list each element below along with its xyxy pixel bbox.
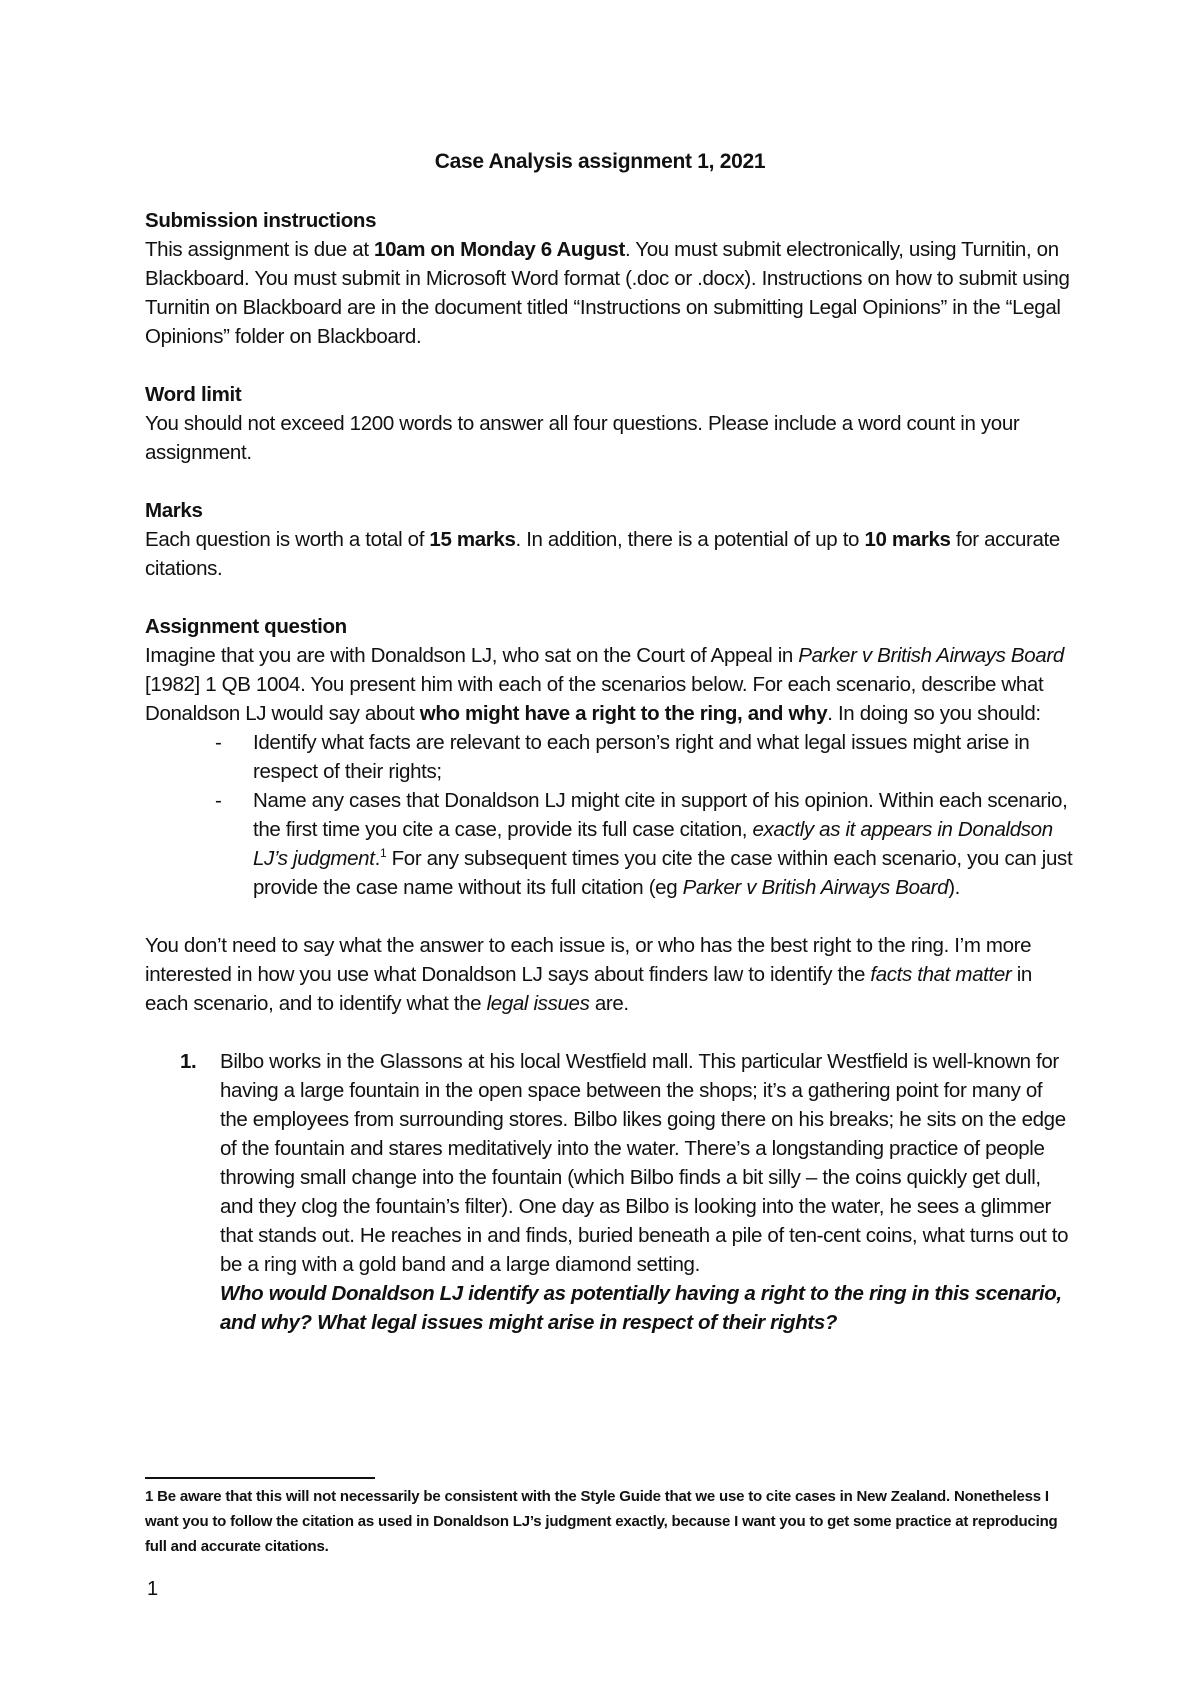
instruction-item	[253, 786, 1075, 902]
instruction-item: - Identify what facts are relevant to each person’s right and what legal issues might arise in respect of their rights;	[253, 728, 1075, 786]
note-text-c: are.	[589, 992, 629, 1015]
scenario-list	[145, 1047, 1075, 1337]
assignment-text-a: Imagine that you are with Donaldson LJ, who sat on the Court of Appeal in	[145, 644, 799, 667]
word-limit-heading: Word limit	[145, 383, 242, 406]
submission-text-a: This assignment is due at	[145, 238, 375, 261]
marks-heading: Marks	[145, 499, 203, 522]
assignment-heading: Assignment question	[145, 615, 347, 638]
marks-paragraph	[145, 525, 1075, 583]
note-text-b: in each scenario, and to identify what the	[145, 963, 1032, 1015]
marks-citations: 10 marks	[864, 528, 951, 551]
bullet2-text-d: ).	[948, 876, 961, 899]
assignment-key-question: who might have a right to the ring, and why	[419, 702, 828, 725]
assignment-text-c: . In doing so you should:	[827, 702, 1041, 725]
marks-text-a: Each question is worth a total of	[145, 528, 430, 551]
submission-heading: Submission instructions	[145, 209, 377, 232]
instruction-list	[145, 728, 1075, 902]
note-paragraph	[145, 931, 1075, 1018]
assignment-text-b: [1982] 1 QB 1004. You present him with each of the scenarios below. For each scenario, describe what Donaldson LJ would say about	[145, 673, 1044, 725]
marks-text-d: for accurate citations.	[145, 528, 1060, 580]
document-body	[145, 206, 1075, 1337]
note-emphasis-issues: legal issues	[486, 992, 590, 1015]
scenario-item	[180, 1047, 1075, 1337]
page-number: 1	[147, 1578, 159, 1600]
submission-paragraph	[145, 235, 1075, 351]
scenario-question: Who would Donaldson LJ identify as potentially having a right to the ring in this scenario, and why? What legal issues might arise in respect of their rights?	[220, 1282, 1062, 1334]
document-title: Case Analysis assignment 1, 2021	[434, 150, 766, 173]
marks-per-question: 15 marks	[429, 528, 516, 551]
footnote-reference: 1	[379, 846, 387, 861]
scenario-number: 1.	[180, 1050, 197, 1073]
bullet2-text-a: Name any cases that Donaldson LJ might cite in support of his opinion. Within each scenario, the first time you cite a case, provide its full case citation,	[253, 789, 1068, 841]
footnote-separator	[145, 1477, 375, 1479]
bullet2-text-c: For any subsequent times you cite the case within each scenario, you can just provide the case name without its full citation (eg	[253, 847, 1073, 899]
bullet2-case-name: Parker v British Airways Board	[682, 876, 949, 899]
footnote: 1 Be aware that this will not necessarily be consistent with the Style Guide that we use to cite cases in New Zealand. Nonetheless I want you to follow the citation as used in Donaldson LJ’s judgment exactly, because I want you to get some practice at reproducing full and accurate citations.	[145, 1488, 1058, 1555]
word-limit-text: You should not exceed 1200 words to answer all four questions. Please include a word count in your assignment.	[145, 412, 1020, 464]
marks-text-c: . In addition, there is a potential of up to	[515, 528, 865, 551]
case-name: Parker v British Airways Board	[798, 644, 1064, 667]
bullet2-emphasis: exactly as it appears in Donaldson LJ’s judgment	[253, 818, 1053, 870]
due-date: 10am on Monday 6 August	[374, 238, 625, 261]
assignment-paragraph	[145, 641, 1075, 728]
note-emphasis-facts: facts that matter	[870, 963, 1012, 986]
submission-text-b: . You must submit electronically, using Turnitin, on Blackboard. You must submit in Microsoft Word format (.doc or .docx). Instructions on how to submit using Turnitin on Blackboard are in the document titled “Instructions on submitting Legal Opinions” in the “Legal Opinions” folder on Blackboard.	[145, 238, 1070, 348]
scenario-text: Bilbo works in the Glassons at his local Westfield mall. This particular Westfield is well-known for having a large fountain in the open space between the shops; it’s a gathering point for many of the employees from surrounding stores. Bilbo likes going there on his breaks; he sits on the edge of the fountain and stares meditatively into the water. There’s a longstanding practice of people throwing small change into the fountain (which Bilbo finds a bit silly – the coins quickly get dull, and they clog the fountain’s filter). One day as Bilbo is looking into the water, he sees a glimmer that stands out. He reaches in and finds, buried beneath a pile of ten-cent coins, what turns out to be a ring with a gold band and a large diamond setting.	[220, 1050, 1069, 1276]
bullet2-text-b: .	[374, 847, 380, 870]
note-text-a: You don’t need to say what the answer to each issue is, or who has the best right to the ring. I’m more interested in how you use what Donaldson LJ says about finders law to identify the	[145, 934, 1032, 986]
